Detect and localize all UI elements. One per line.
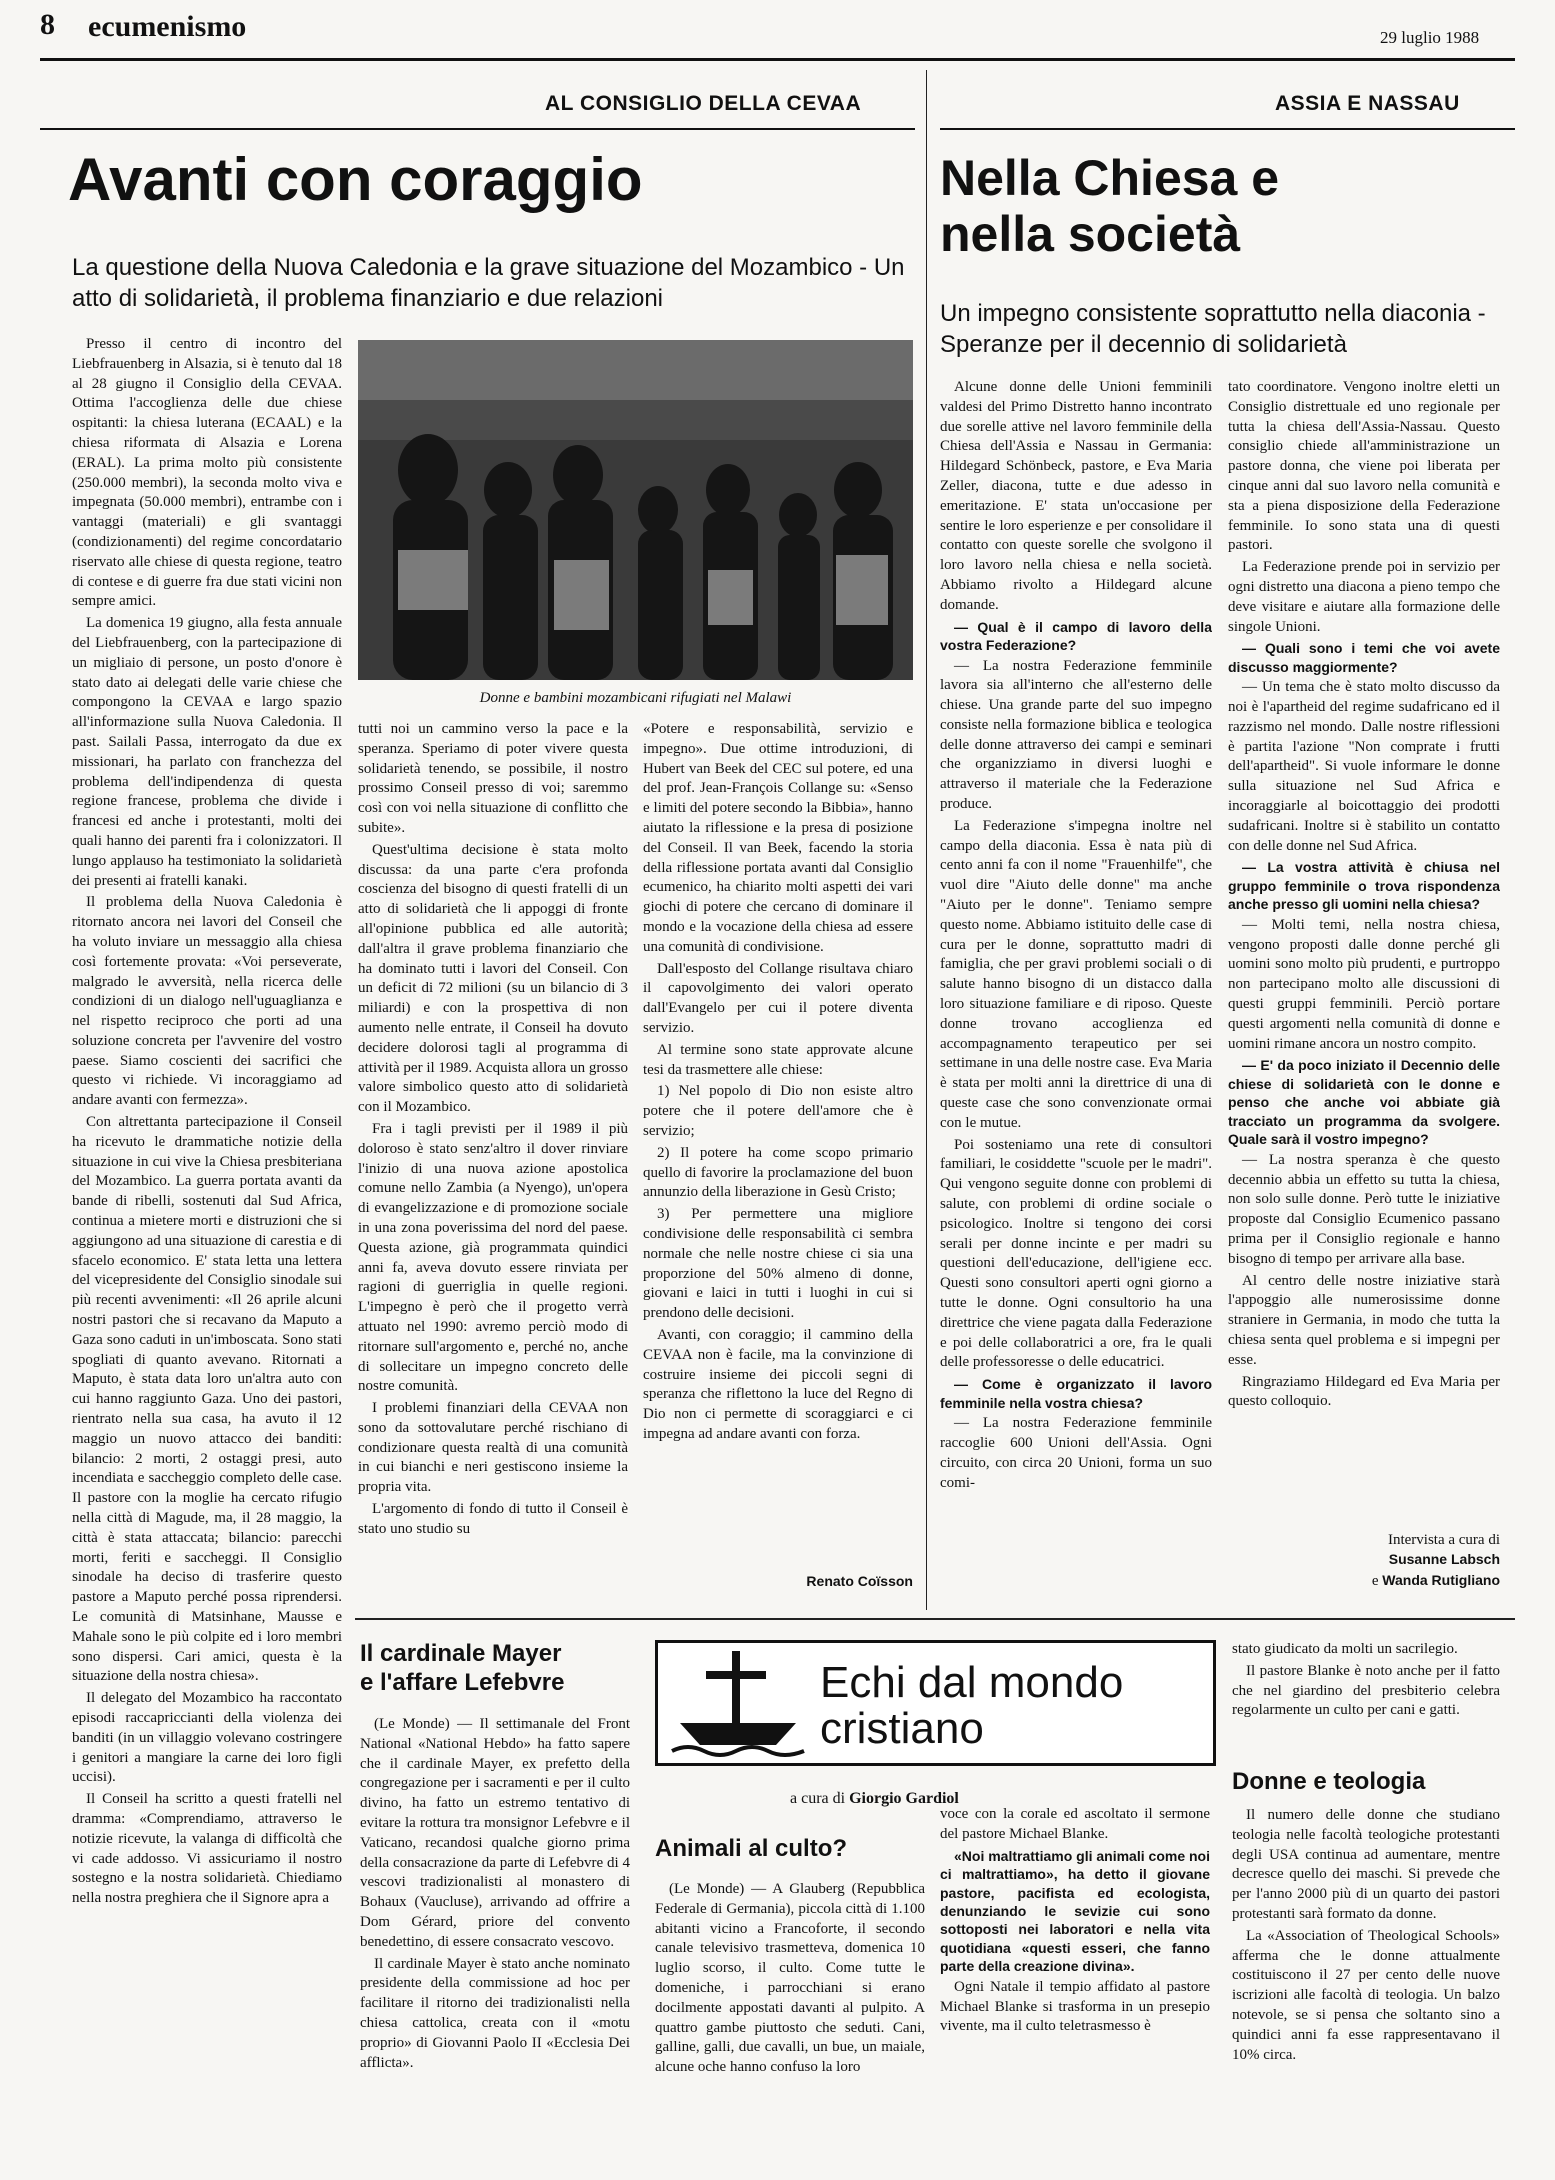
left-article-column-1 [72, 335, 342, 2095]
paragraph: La domenica 19 giugno, alla festa annuale del Liebfrauenberg, con la partecipazione di un migliaio di persone, un posto d'onore è stato dato ai delegati delle varie chiese che compongono la CEVAA e largo spazio all'informazione sulla Nuova Caledonia. Il past. Sailali Passa, interrogato da due ex missionari, ha parlato con franchezza del problema dell'indipendenza di questa regione francese, problema che divide i francesi ed anche i protestanti, molti dei quali hanno dei parenti fra i colonizzatori. Il lungo applauso ha testimoniato la solidarietà dei presenti ai fratelli kanaki. [72, 615, 342, 889]
paragraph: tato coordinatore. Vengono inoltre eletti un Consiglio distrettuale ed uno regionale per tutta la chiesa dell'Assia-Nassau. Questo consiglio chiede all'amministrazione un pastore donna, che viene poi liberata per cinque anni dal suo lavoro nella comunità e sta a piena disposizione della Federazione femminile. Io sono stata una di questi pastori. [1228, 379, 1500, 554]
paragraph: (Le Monde) — A Glauberg (Repubblica Federale di Germania), piccola città di 1.100 abitanti vicino a Francoforte, il secondo canale televisivo trasmetteva, domenica 10 luglio scorso, il culto. Come tutte le domeniche, i parrocchiani si erano docilmente appostati davanti al pulpito. A quattro gambe piuttosto che seduti. Cani, galline, galli, due cavalli, un bue, un maiale, alcune oche hanno confuso la loro [655, 1881, 925, 2076]
paragraph: Il problema della Nuova Caledonia è ritornato ancora nei lavori del Conseil che ha voluto inviare un messaggio alla chiesa così fortemente provata: «Voi perseverate, malgrado le avversità, nella ricerca delle condizioni di un dialogo nell'uguaglianza e nel rispetto reciproco che porti ad una soluzione concreta per l'avvenire del vostro paese. Siamo coscienti dei sacrifici che questo vi richiede. Vi incoraggiamo ad andare avanti con fermezza». [72, 894, 342, 1109]
left-article-column-2 [358, 720, 628, 1600]
left-article-column-3 [643, 720, 913, 1565]
credit-conjunction: e [1371, 1572, 1379, 1589]
paragraph: Il Conseil ha scritto a questi fratelli nel dramma: «Comprendiamo, attraverso le notizie ricevute, la valanga di difficoltà che vi cade addosso. Vi assicuriamo il nostro sostegno e la nostra solidarietà. Chiediamo nella nostra preghiera che il Signore apra a [72, 1791, 342, 1907]
paragraph: 2) Il potere ha come scopo primario quello di favorire la proclamazione del buon annunzio della liberazione in Gesù Cristo; [643, 1144, 913, 1201]
paragraph: Alcune donne delle Unioni femminili valdesi del Primo Distretto hanno incontrato due sorelle attive nel lavoro femminile della Chiesa dell'Assia e Nassau in Germania: Hildegard Schönbeck, pastore, e Eva Maria Zeller, diacona, tutte e due adesso in emeritazione. E' stata un'occasione per sentire le loro esperienze e per consolidare il contatto con queste sorelle che svolgono il loro lavoro nella chiesa e nella società. Abbiamo rivolto a Hildegard alcune domande. [940, 379, 1212, 613]
right-article-column-1 [940, 378, 1212, 1628]
animali-headline: Animali al culto? [655, 1835, 848, 1862]
paragraph: — Quali sono i temi che voi avete discusso maggiormente? [1228, 640, 1500, 675]
mayer-headline-line-1: Il cardinale Mayer [360, 1640, 562, 1667]
echi-title-line-1: Echi dal mondo [820, 1658, 1124, 1707]
paragraph: Quest'ultima decisione è stata molto discussa: da una parte c'era profonda coscienza del bisogno di questi fratelli di un atto di solidarietà che li appoggi di fronte all'opinione pubblica ed alle autorità; dall'altra il grave problema finanziario che ha dominato tutti i lavori del Conseil. Con un deficit di 72 milioni (su un bilancio di 3 miliardi) e con la prospettiva di non aumento nelle entrate, il Conseil ha dovuto decidere dolorosi tagli al programma di attività per il 1989. Acquista allora un grosso valore simbolico questo atto di solidarietà con il Mozambico. [358, 841, 628, 1116]
paragraph: (Le Monde) — Il settimanale del Front National «National Hebdo» ha fatto sapere che il cardinale Mayer, ex prefetto della congregazione per i sacramenti e per il culto divino, ha fatto un estremo tentativo di evitare la rottura tra monsignor Lefebvre e il Vaticano, recandosi qualche giorno prima della consacrazione da parte di Lefebvre di 4 vescovi tradizionalisti al monastero di Bohaux (Vaucluse), arrivando ad offrire a Dom Gérard, priore del convento benedettino, di essere consacrato vescovo. [360, 1716, 630, 1950]
echi-curator [790, 1790, 959, 1808]
paragraph: — Un tema che è stato molto discusso da noi è l'apartheid del regime sudafricano ed il razzismo nel mondo. Dalle nostre riflessioni è partita l'azione "Non comprate i frutti dell'apartheid". Si vuole informare le donne sulla situazione nel Sud Africa e incoraggiarle al boicottaggio dei prodotti sudafricani. Inoltre si è stabilito un contatto con delle donne nel Sud Africa. [1228, 679, 1500, 854]
paragraph: — Come è organizzato il lavoro femminile nella vostra chiesa? [940, 1376, 1212, 1411]
mayer-headline [360, 1640, 564, 1698]
section-title: ecumenismo [88, 10, 247, 43]
paragraph: La Federazione s'impegna inoltre nel campo della diaconia. Essa è nata più di cento anni fa con il nome "Frauenhilfe", che vuol dire "Aiuto delle donne" ma anche "Aiuto per le donne". Teniamo sempre questo nome. Abbiamo istituito delle case di cura per le donne, soprattutto madri di famiglia, che per gravi problemi sociali o di salute hanno bisogno di un distacco dalla loro situazione familiare e di riposo. Queste donne trovano accoglienza ed accompagnamento terapeutico per sei settimane in una delle nostre case. Eva Maria è stata per molti anni la direttrice di una di queste case che sono convenzionate ormai con le mutue. [940, 817, 1212, 1131]
paragraph: La Federazione prende poi in servizio per ogni distretto una diacona a pieno tempo che deve visitare e aiutare alla formazione delle singole Unioni. [1228, 559, 1500, 635]
right-deck: Un impegno consistente soprattutto nella diaconia - Speranze per il decennio di solidarietà [940, 300, 1486, 359]
paragraph: 1) Nel popolo di Dio non esiste altro potere che il potere dell'amore che è servizio; [643, 1083, 913, 1139]
left-kicker: AL CONSIGLIO DELLA CEVAA [545, 92, 862, 115]
paragraph: Poi sosteniamo una rete di consultori familiari, le cosiddette "scuole per le madri". Qui vengono seguite donne con problemi di salute, con problemi di ordine sociale o psicologico. Inoltre si tengono dei corsi serali per donne incinte e per madri su questioni dell'educazione, dell'igiene ecc. Questi sono consultori aperti ogni giorno a tutte le donne. Ogni consultorio ha una direttrice che viene pagata dalla Federazione e poi delle collaboratrici a ore, fra le quali delle professoresse o delle educatrici. [940, 1136, 1212, 1371]
paragraph: — Qual è il campo di lavoro della vostra Federazione? [940, 618, 1212, 654]
paragraph: Al termine sono state approvate alcune tesi da trasmettere alle chiese: [643, 1041, 913, 1078]
animali-col2-quote: «Noi maltrattiamo gli animali come noi ci maltrattiamo», ha detto il giovane pastore, pacifista ed ecologista, denunziando le sevizie cui sono sottoposti nei laboratori e nella vita quotidiana «questi esseri, che fanno parte della creazione divina». [940, 1847, 1210, 1975]
paragraph: Con altrettanta partecipazione il Conseil ha ricevuto le drammatiche notizie della situazione in cui vive la Chiesa presbiteriana del Mozambico. La guerra portata avanti da bande di ribelli, sostenuti dal Sud Africa, continua a mietere morti e distruzioni che si aggiungono ad una situazione di carestia e di sfacelo economico. E' stata letta una lettera del vicepresidente del Consiglio sinodale sui più recenti avvenimenti: «Il 26 aprile alcuni nostri pastori che si recavano da Maputo a Gaza sono caduti in un'imboscata. Sono stati spogliati di quanto avevano. Ritornati a Maputo, è stata data loro un'altra auto con cui hanno raggiunto Gaza. Uno dei pastori, rientrato nella sua casa, ha avuto il 12 maggio un nuovo attacco dei banditi: bilancio: 2 morti, 2 ostaggi presi, auto incendiata e saccheggio completo delle case. Il pastore con la moglie ha cercato rifugio nella città di Magude, ma, il 28 maggio, la città è stata attaccata; bilancio: parecchi morti, feriti e saccheggi. Il Consiglio sinodale ha deciso di trasferire questo pastore a Maputo perché possa riprendersi. Le comunità di Matsinhane, Mausse e Mahale sono le più colpite ed i loro membri sono dispersi. Cari amici, questa è la situazione della nostra chiesa». [72, 1114, 342, 1685]
bottom-section-rule [355, 1618, 1515, 1620]
author-name: Renato Coïsson [806, 1573, 913, 1589]
kicker-rule-left [40, 128, 915, 130]
echi-title [820, 1660, 1123, 1752]
photo-caption: Donne e bambini mozambicani rifugiati nel Malawi [479, 690, 792, 706]
paragraph: Il delegato del Mozambico ha raccontato episodi raccapriccianti della violenza dei banditi (in un villaggio volevano costringere i genitori a mangiare la carne dei loro figli uccisi). [72, 1690, 342, 1786]
cross-boat-icon [668, 1645, 808, 1759]
paragraph: Ringraziamo Hildegard ed Eva Maria per questo colloquio. [1228, 1373, 1500, 1410]
page-number: 8 [40, 8, 55, 41]
kicker-rule-right [940, 128, 1515, 130]
paragraph: Il pastore Blanke è noto anche per il fatto che nel giardino del presbiterio celebra regolarmente un culto per cani e gatti. [1232, 1662, 1500, 1719]
paragraph: — La vostra attività è chiusa nel gruppo femminile o trova rispondenza anche presso gli uomini nella chiesa? [1228, 859, 1500, 913]
mayer-headline-line-2: e l'affare Lefebvre [360, 1668, 565, 1696]
paragraph: — E' da poco iniziato il Decennio delle chiese di solidarietà con le donne e penso che anche voi abbiate già tracciato un programma da svolgere. Quale sarà il vostro impegno? [1228, 1057, 1500, 1148]
left-article-author [643, 1572, 913, 1592]
right-headline-line-1: Nella Chiesa e [940, 150, 1280, 206]
refugee-photo-image [358, 340, 913, 680]
paragraph: — La nostra Federazione femminile raccoglie 600 Unioni dell'Assia. Ogni circuito, con circa 20 Unioni, forma un suo comi- [940, 1415, 1212, 1491]
donne-article-body [1232, 1806, 1500, 2170]
paragraph: — La nostra speranza è che questo decennio abbia un effetto su tutta la chiesa, non solo sulle donne. Però tutte le iniziative proposte dal Consiglio Ecumenico passano prima per il Consiglio regionale e hanno bisogno di tempo per arrivare alla base. [1228, 1151, 1500, 1267]
paragraph: Al centro delle nostre iniziative starà l'appoggio alle numerosissime donne straniere in Germania, in modo che tutta la chiesa senta quel problema e si impegni per esse. [1228, 1272, 1500, 1368]
credit-line: Intervista a cura di [1387, 1532, 1500, 1548]
paragraph: Presso il centro di incontro del Liebfrauenberg in Alsazia, si è tenuto dal 18 al 28 giugno il Consiglio della CEVAA. Ottima l'accoglienza delle due chiese ospitanti: la chiesa luterana (ECAAL) e la chiesa riformata di Alsazia e Lorena (ERAL). La prima molto più consistente (250.000 membri), la seconda molto viva e impegnata (50.000 membri), entrambe con i vantaggi (materiali) e gli svantaggi (condizionamenti) del regime concordatario riservato alle chiese di questa regione, teatro di contese e di guerre fra due stati vicini non sempre amici. [72, 336, 342, 610]
paragraph: L'argomento di fondo di tutto il Conseil è stato uno studio su [358, 1501, 628, 1537]
paragraph: stato giudicato da molti un sacrilegio. [1232, 1641, 1458, 1657]
curator-name: Giorgio Gardiol [849, 1790, 959, 1807]
curator-prefix: a cura di [790, 1790, 846, 1807]
donne-headline: Donne e teologia [1232, 1768, 1426, 1795]
paragraph: I problemi finanziari della CEVAA non sono da sottovalutare perché rischiano di condizionare questa realtà di una comunità in cui bianchi e neri gestiscono insieme la propria vita. [358, 1400, 628, 1496]
credit-author-1: Susanne Labsch [1388, 1551, 1500, 1568]
paragraph: 3) Per permettere una migliore condivisione delle responsabilità ci sembra normale che nelle nostre chiese ci sia una proporzione del 50% almeno di donne, giovani e laici in tutti i luoghi in cui si prendono delle decisioni. [643, 1206, 913, 1322]
right-article-column-2 [1228, 378, 1500, 1528]
credit-author-2: Wanda Rutigliano [1382, 1571, 1500, 1588]
left-headline: Avanti con coraggio [68, 146, 643, 213]
paragraph: Fra i tagli previsti per il 1989 il più doloroso è stato senz'altro il dover rinviare l'inizio di una nuova azione apostolica comune nello Zambia (a Nyengo), un'opera di evangelizzazione e di promozione sociale in una zona poverissima del nord del paese. Questa azione, già programmata quindici anni fa, aveva dovuto essere rinviata per ragioni di guerriglia in quelle regioni. L'impegno è però che il progetto verrà attuato nel 1990: avremo perciò modo di ritornare sull'argomento e, perché no, anche di sollecitare un impegno concreto delle nostre comunità. [358, 1120, 628, 1395]
column-divider [926, 70, 927, 1610]
paragraph: — La nostra Federazione femminile lavora sia all'interno che all'esterno delle chiese. Una grande parte del suo impegno consiste nella formazione biblica e teologica delle donne attraverso dei campi e seminari che organizziamo in diversi luoghi e attraverso il materiale che la Federazione produce. [940, 657, 1212, 813]
refugee-photo [358, 340, 913, 680]
paragraph: tutti noi un cammino verso la pace e la speranza. Speriamo di poter vivere questa solidarietà tenendo, se possibile, il nostro prossimo Conseil presso di voi; saremmo così con voi nella situazione di conflitto che subite». [358, 721, 628, 836]
echi-title-line-2: cristiano [820, 1704, 984, 1754]
mayer-article-body [360, 1715, 630, 2170]
paragraph: Il numero delle donne che studiano teologia nelle facoltà teologiche protestanti degli USA continua ad aumentare, mentre decresce quello dei maschi. Si prevede che per l'anno 2000 più di un quarto dei pastori protestanti sarà formato da donne. [1232, 1807, 1500, 1922]
masthead-rule [40, 58, 1515, 61]
paragraph: La «Association of Theological Schools» afferma che le donne attualmente costituiscono il 27 per cento delle nuove iscrizioni alle facoltà di teologia. Un balzo notevole, se si pensa che soltanto sino a quindici anni fa esse rappresentavano il 10% circa. [1232, 1927, 1500, 2063]
right-headline [940, 150, 1279, 262]
issue-date: 29 luglio 1988 [1380, 28, 1480, 47]
paragraph: Avanti, con coraggio; il cammino della CEVAA non è facile, ma la convinzione di costruire insieme dei piccoli segni di speranza che riflettono la luce del Regno di Dio non ci permette di scoraggiarci e ci impegna ad andare avanti con forza. [643, 1326, 913, 1442]
animali-col2-intro: voce con la corale ed ascoltato il sermone del pastore Michael Blanke. [940, 1806, 1210, 1842]
right-headline-line-2: nella società [940, 206, 1241, 262]
left-deck: La questione della Nuova Caledonia e la grave situazione del Mozambico - Un atto di solidarietà, il problema finanziario e due relazioni [72, 254, 905, 313]
right-kicker: ASSIA E NASSAU [1275, 92, 1460, 115]
animali-col2-end: Ogni Natale il tempio affidato al pastore Michael Blanke si trasforma in un presepio vivente, ma il culto teletrasmesso è [940, 1978, 1210, 2035]
animali-column-2 [940, 1805, 1210, 2170]
animali-continuation [1232, 1640, 1500, 1760]
paragraph: «Potere e responsabilità, servizio e impegno». Due ottime introduzioni, di Hubert van Beek del CEC sul potere, ed una del prof. Jean-François Collange su: «Senso e limiti del potere secondo la Bibbia», hanno aiutato la riflessione e la presa di posizione del Conseil. Il van Beek, facendo la storia della riflessione portata avanti dal Consiglio ecumenico, ha chiarito molti aspetti dei vari giochi di potere che cercano di dominare il mondo e la vocazione della chiesa ad essere una comunità di condivisione. [643, 721, 913, 955]
paragraph: — Molti temi, nella nostra chiesa, vengono proposti dalle donne perché gli uomini sono molto più prudenti, e purtroppo non partecipano molto alle discussioni di questi gruppi femminili. Perciò portare questi argomenti nella comunità di donne e uomini rimane ancora un nostro compito. [1228, 916, 1500, 1052]
paragraph: Il cardinale Mayer è stato anche nominato presidente della commissione ad hoc per facilitare il ritorno dei tradizionalisti nella chiesa cattolica, creata con il «motu proprio» di Giovanni Paolo II «Ecclesia Dei afflicta». [360, 1955, 630, 2071]
paragraph: Dall'esposto del Collange risultava chiaro il capovolgimento dei valori operato dall'Evangelo per cui il potere diventa servizio. [643, 960, 913, 1036]
animali-column-1 [655, 1880, 925, 2170]
interview-credit [1228, 1530, 1500, 1591]
